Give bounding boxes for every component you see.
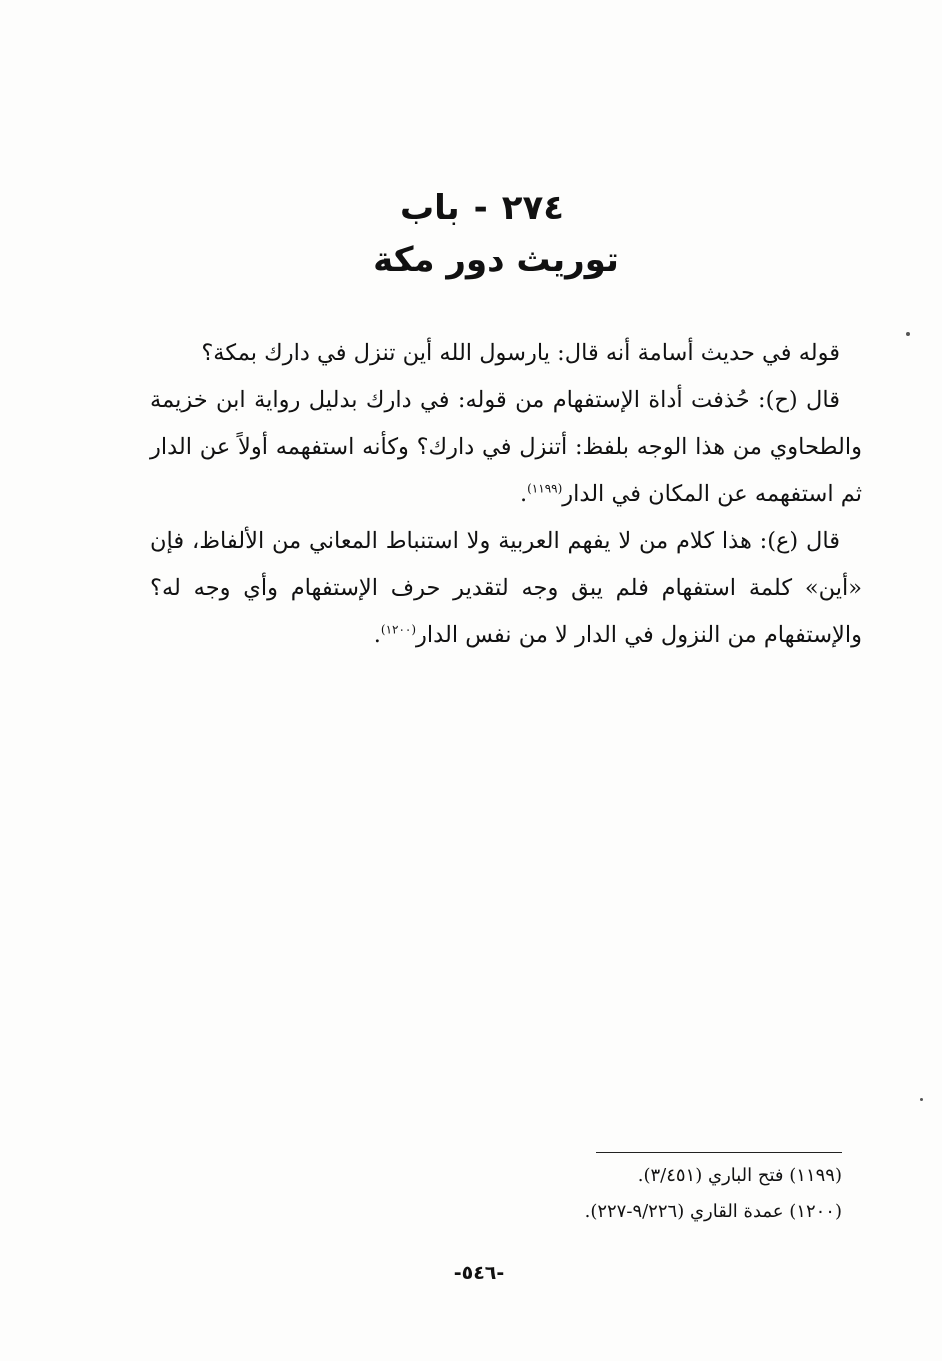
paragraph-end: .	[519, 481, 528, 507]
chapter-label	[22, 182, 942, 234]
chapter-heading	[0, 182, 942, 286]
footnote: (١١٩٩) فتح الباري (٣/٤٥١).	[637, 1165, 842, 1186]
paragraph	[150, 518, 862, 659]
scan-speck	[920, 1098, 923, 1101]
chapter-number: ٢٧٤	[501, 188, 565, 228]
paragraph-text: قال (ح): حُذفت أداة الإستفهام من قوله: في دارك بدليل رواية ابن خزيمة والطحاوي من هذا الوجه بلفظ: أتنزل في دارك؟ وكأنه استفهمه أولاً عن الدار ثم استفهمه عن المكان في الدار	[150, 387, 862, 507]
footnote-ref: (١٢٠٠)	[380, 622, 417, 637]
body-text	[150, 330, 862, 659]
paragraph	[150, 377, 862, 518]
footnotes	[282, 1158, 842, 1230]
paragraph-end: .	[373, 622, 381, 648]
paragraph-text: قوله في حديث أسامة أنه قال: يارسول الله أين تنزل في دارك بمكة؟	[201, 340, 840, 366]
footnote-ref: (١١٩٩)	[527, 481, 563, 496]
paragraph-text: قال (ع): هذا كلام من لا يفهم العربية ولا استنباط المعاني من الألفاظ، فإن «أين» كلمة استفهام فلم يبق وجه لتقدير حرف الإستفهام وأي وجه له؟ والإستفهام من النزول في الدار لا من نفس الدار	[150, 528, 862, 648]
chapter-title: توريث دور مكة	[373, 240, 619, 280]
footnote-divider	[596, 1152, 842, 1153]
chapter-word: باب	[399, 188, 460, 228]
chapter-dash: -	[473, 188, 488, 228]
paragraph	[150, 330, 862, 377]
scan-speck	[906, 332, 910, 336]
page-number: -٥٤٦-	[453, 1262, 505, 1284]
footnote: (١٢٠٠) عمدة القاري (٩/٢٢٦-٢٢٧).	[584, 1201, 842, 1222]
